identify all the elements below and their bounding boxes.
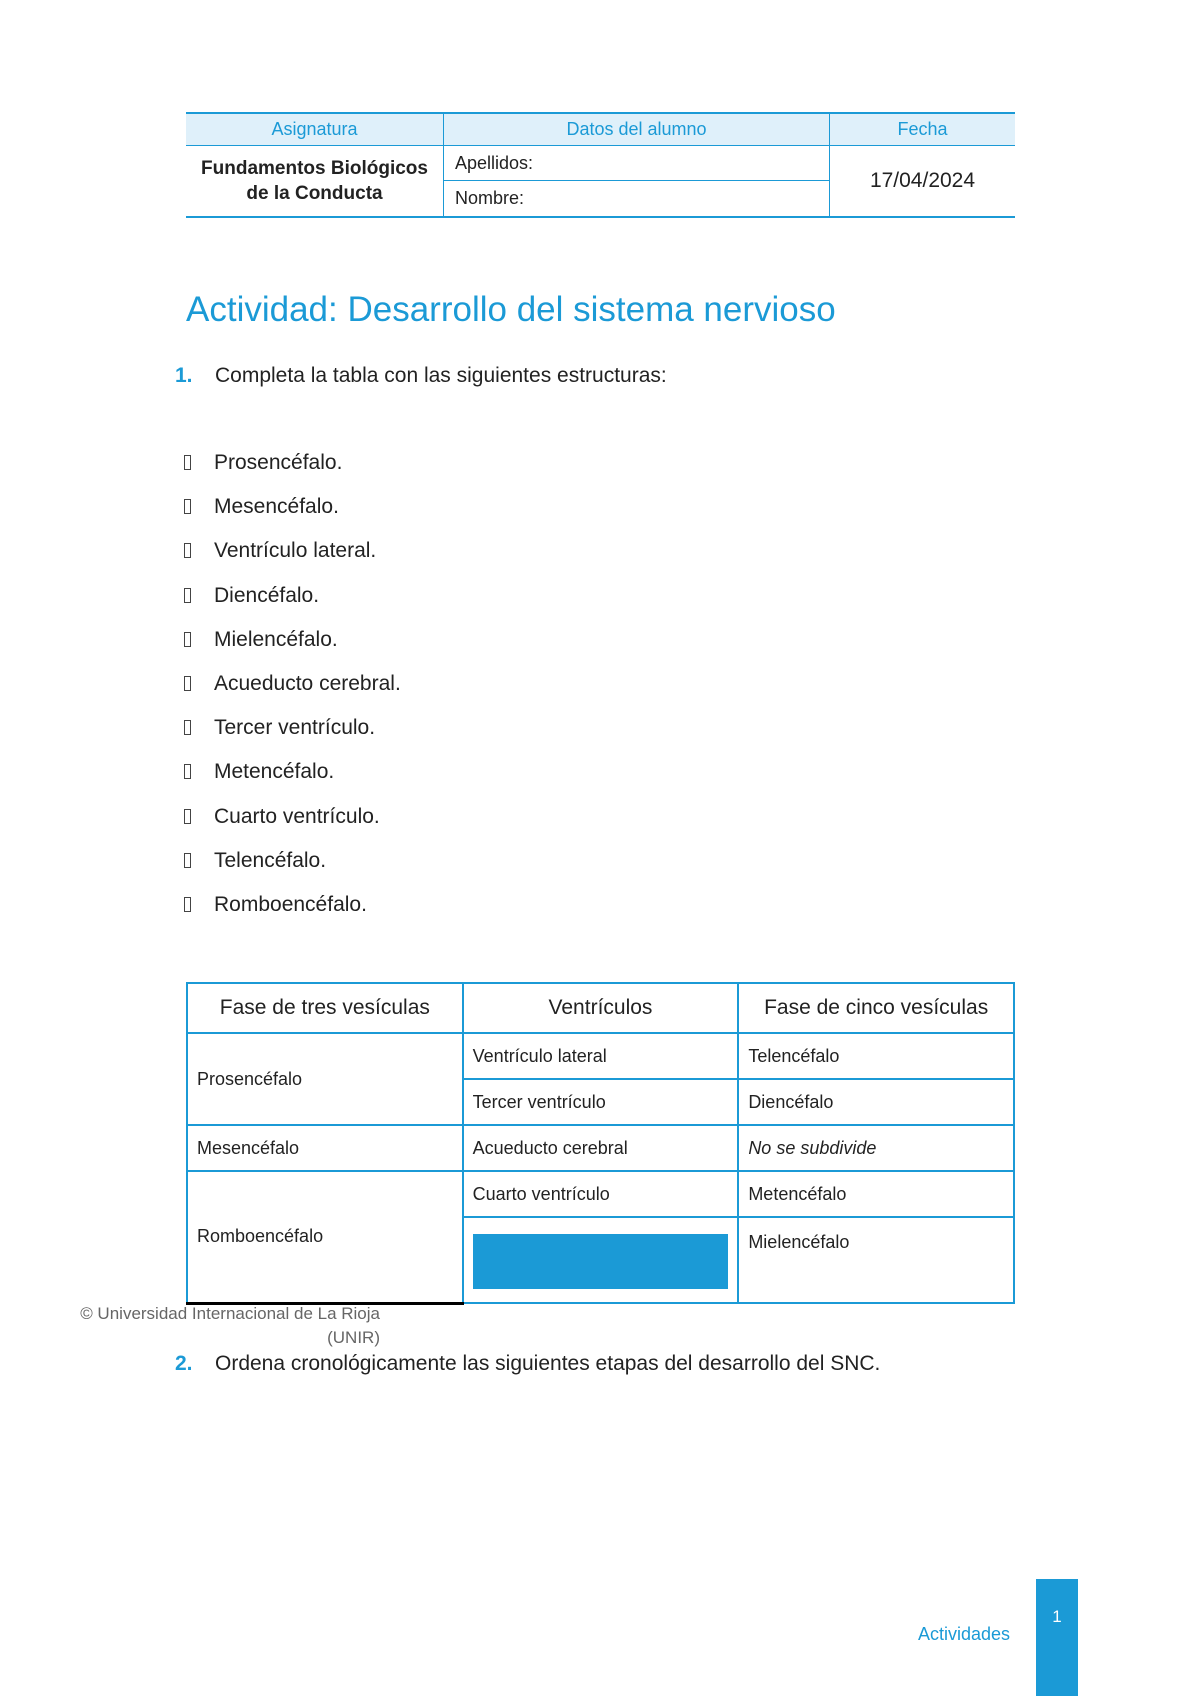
list-item: Diencéfalo.	[184, 582, 401, 626]
date-value: 17/04/2024	[830, 146, 1016, 218]
bullet-icon	[184, 764, 191, 779]
col-header-ventricles: Ventrículos	[463, 983, 739, 1033]
bullet-icon	[184, 809, 191, 824]
header-table	[186, 112, 1015, 218]
list-item: Cuarto ventrículo.	[184, 803, 401, 847]
copyright-line-2: (UNIR)	[327, 1328, 380, 1347]
copyright-line-1: © Universidad Internacional de La Rioja	[80, 1304, 380, 1323]
bullet-icon	[184, 588, 191, 603]
bullet-icon	[184, 853, 191, 868]
page-number: 1	[1036, 1579, 1078, 1696]
cell-prosencefalo: Prosencéfalo	[187, 1033, 463, 1125]
question-1	[175, 364, 667, 388]
bullet-icon	[184, 455, 191, 470]
col-header-five-vesicles: Fase de cinco vesículas	[738, 983, 1014, 1033]
subject-cell	[186, 146, 444, 218]
subject-line-2: de la Conducta	[246, 183, 383, 204]
footer-label: Actividades	[918, 1624, 1011, 1644]
question-2-text: Ordena cronológicamente las siguientes etapas del desarrollo del SNC.	[215, 1352, 881, 1375]
cell-empty-highlight[interactable]	[463, 1217, 739, 1303]
question-2-number: 2.	[175, 1352, 193, 1375]
bullet-icon	[184, 897, 191, 912]
cell-tercer-ventriculo: Tercer ventrículo	[463, 1079, 739, 1125]
surname-field[interactable]: Apellidos:	[444, 146, 830, 181]
header-col-student: Datos del alumno	[444, 113, 830, 146]
list-item: Acueducto cerebral.	[184, 670, 401, 714]
cell-no-subdivide: No se subdivide	[738, 1125, 1014, 1171]
name-field[interactable]: Nombre:	[444, 181, 830, 217]
list-item: Tercer ventrículo.	[184, 714, 401, 758]
copyright	[36, 1302, 380, 1350]
col-header-three-vesicles: Fase de tres vesículas	[187, 983, 463, 1033]
cell-metencefalo: Metencéfalo	[738, 1171, 1014, 1217]
vesicle-table	[186, 982, 1015, 1305]
bullet-icon	[184, 543, 191, 558]
question-1-number: 1.	[175, 364, 193, 387]
bullet-icon	[184, 632, 191, 647]
bullet-icon	[184, 720, 191, 735]
cell-diencefalo: Diencéfalo	[738, 1079, 1014, 1125]
cell-acueducto: Acueducto cerebral	[463, 1125, 739, 1171]
cell-ventriculo-lateral: Ventrículo lateral	[463, 1033, 739, 1079]
question-2	[175, 1352, 880, 1376]
list-item: Telencéfalo.	[184, 847, 401, 891]
list-item: Metencéfalo.	[184, 758, 401, 802]
list-item: Mesencéfalo.	[184, 493, 401, 537]
structure-list	[184, 449, 401, 935]
cell-cuarto-ventriculo: Cuarto ventrículo	[463, 1171, 739, 1217]
list-item: Ventrículo lateral.	[184, 537, 401, 581]
cell-romboencefalo: Romboencéfalo	[187, 1171, 463, 1303]
header-col-subject: Asignatura	[186, 113, 444, 146]
question-1-text: Completa la tabla con las siguientes estructuras:	[215, 364, 667, 387]
highlight-box	[473, 1234, 729, 1289]
subject-line-1: Fundamentos Biológicos	[201, 158, 428, 179]
cell-telencefalo: Telencéfalo	[738, 1033, 1014, 1079]
cell-mielencefalo: Mielencéfalo	[738, 1217, 1014, 1303]
bullet-icon	[184, 676, 191, 691]
cell-mesencefalo: Mesencéfalo	[187, 1125, 463, 1171]
list-item: Romboencéfalo.	[184, 891, 401, 935]
header-col-date: Fecha	[830, 113, 1016, 146]
page-title: Actividad: Desarrollo del sistema nervioso	[186, 290, 836, 329]
list-item: Mielencéfalo.	[184, 626, 401, 670]
bullet-icon	[184, 499, 191, 514]
list-item: Prosencéfalo.	[184, 449, 401, 493]
